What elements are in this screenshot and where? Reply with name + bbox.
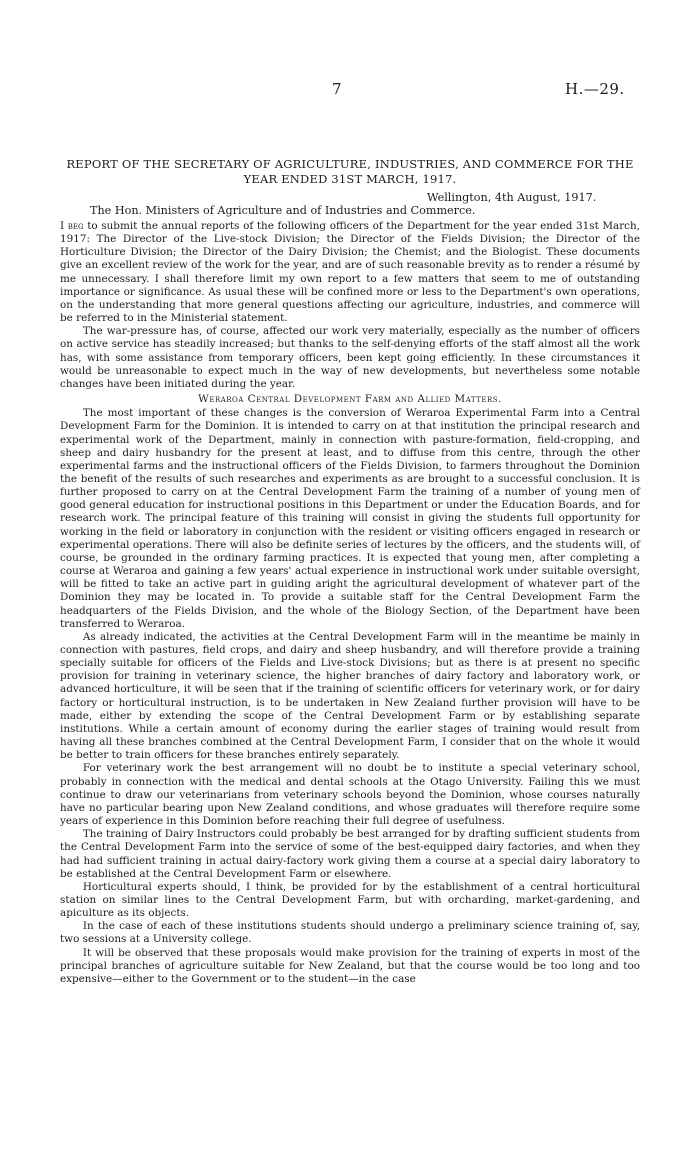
salutation: The Hon. Ministers of Agriculture and of Industries and Commerce. bbox=[90, 204, 476, 217]
paragraph-intro-text: to submit the annual reports of the following officers of the Department for the year ended 31st March, 1917: The Director of the Live-stock Division; the Director of the Fields Division; the Director of the Horticulture Division; the Director of the Dairy Division; the Chemist; and the Biologist. These documents give an excellent review of the work for the year, and are of such reasonable brevity as to render a résumé by me unnecessary. I shall therefore limit my own report to a few matters that seem to me of outstanding importance or significance. As usual these will be confined more or less to the Department's own operations, on the understanding that more general questions affecting our agriculture, industries, and commerce will be referred to in the Ministerial statement. bbox=[60, 220, 640, 325]
paragraph-intro bbox=[60, 220, 640, 325]
paragraph-institutions: In the case of each of these institutions students should undergo a preliminary science training of, say, two sessions at a University college. bbox=[60, 920, 640, 946]
report-title: REPORT OF THE SECRETARY OF AGRICULTURE, INDUSTRIES, AND COMMERCE FOR THE YEAR ENDED 31ST MARCH, 1917. bbox=[66, 157, 634, 186]
paragraph-observed: It will be observed that these proposals would make provision for the training of experts in most of the principal branches of agriculture suitable for New Zealand, but that the course would be too long and too expensive—either to the Government or to the student—in the case bbox=[60, 946, 640, 985]
section-heading: Weraroa Central Development Farm and Allied Matters. bbox=[198, 393, 502, 406]
date-line: Wellington, 4th August, 1917. bbox=[427, 191, 597, 204]
report-body bbox=[60, 220, 640, 986]
paragraph-dairy: The training of Dairy Instructors could probably be best arranged for by drafting sufficient students from the Central Development Farm into the service of some of the best-equipped dairy factories, and when they had had sufficient training in actual dairy-factory work giving them a course at a special dairy laboratory to be established at the Central Development Farm or elsewhere. bbox=[60, 828, 640, 880]
paragraph-war-pressure: The war-pressure has, of course, affected our work very materially, especially as the number of officers on active service has steadily increased; but thanks to the self-denying efforts of the staff almost all the work has, with some assistance from temporary officers, been kept going efficiently. In these circumstances it would be unreasonable to expect much in the way of new developments, but nevertheless some notable changes have been initiated during the year. bbox=[60, 325, 640, 390]
document-code: H.—29. bbox=[565, 80, 625, 98]
paragraph-veterinary: For veterinary work the best arrangement will no doubt be to institute a special veterinary school, probably in connection with the medical and dental schools at the Otago University. Failing this we must continue to draw our veterinarians from veterinary schools beyond the Dominion, whose courses naturally have no particular bearing upon New Zealand conditions, and whose graduates will therefore require some years of experience in this Dominion before reaching their full degree of usefulness. bbox=[60, 762, 640, 828]
paragraph-weraroa: The most important of these changes is the conversion of Weraroa Experimental Farm into a Central Development Farm for the Dominion. It is intended to carry on at that institution the principal research and experimental work of the Department, mainly in connection with pasture-formation, field-cropping, and sheep and dairy husbandry for the present at least, and to diffuse from this centre, through the other experimental farms and the instructional officers of the Fields Division, to farmers throughout the Dominion the benefit of the results of such researches and experiments as are brought to a successful conclusion. It is further proposed to carry on at the Central Development Farm the training of a number of young men of good general education for instructional positions in this Department or under the Education Boards, and for research work. The principal feature of this training will consist in giving the students full opportunity for working in the field or laboratory in conjunction with the resident or visiting officers engaged in research or experimental operations. There will also be definite series of lectures by the officers, and the students will, of course, be grounded in the ordinary farming practices. It is expected that young men, after completing a course at Weraroa and gaining a few years' actual experience in instructional work under suitable oversight, will be fitted to take an active part in guiding aright the agricultural development of whatever part of the Dominion they may be located in. To provide a suitable staff for the Central Development Farm the headquarters of the Fields Division, and the whole of the Biology Section, of the Department have been transferred to Weraroa. bbox=[60, 407, 640, 630]
paragraph-activities: As already indicated, the activities at the Central Development Farm will in the meantime be mainly in connection with pastures, field crops, and dairy and sheep husbandry, and will therefore provide a training specially suitable for officers of the Fields and Live-stock Divisions; but as there is at present no specific provision for training in veterinary science, the higher branches of dairy factory and laboratory work, or advanced horticulture, it will be seen that if the training of scientific officers for veterinary work, or for dairy factory or horticultural instruction, is to be undertaken in New Zealand further provision will have to be made, either by extending the scope of the Central Development Farm or by establishing separate institutions. While a certain amount of economy during the earlier stages of training would result from having all these branches combined at the Central Development Farm, I consider that on the whole it would be better to train officers for these branches entirely separately. bbox=[60, 630, 640, 762]
page-number: 7 bbox=[332, 80, 342, 98]
paragraph-horticulture: Horticultural experts should, I think, be provided for by the establishment of a central horticultural station on similar lines to the Central Development Farm, but with orcharding, market-gardening, and apiculture as its objects. bbox=[60, 880, 640, 920]
intro-lead: I beg bbox=[60, 220, 84, 232]
